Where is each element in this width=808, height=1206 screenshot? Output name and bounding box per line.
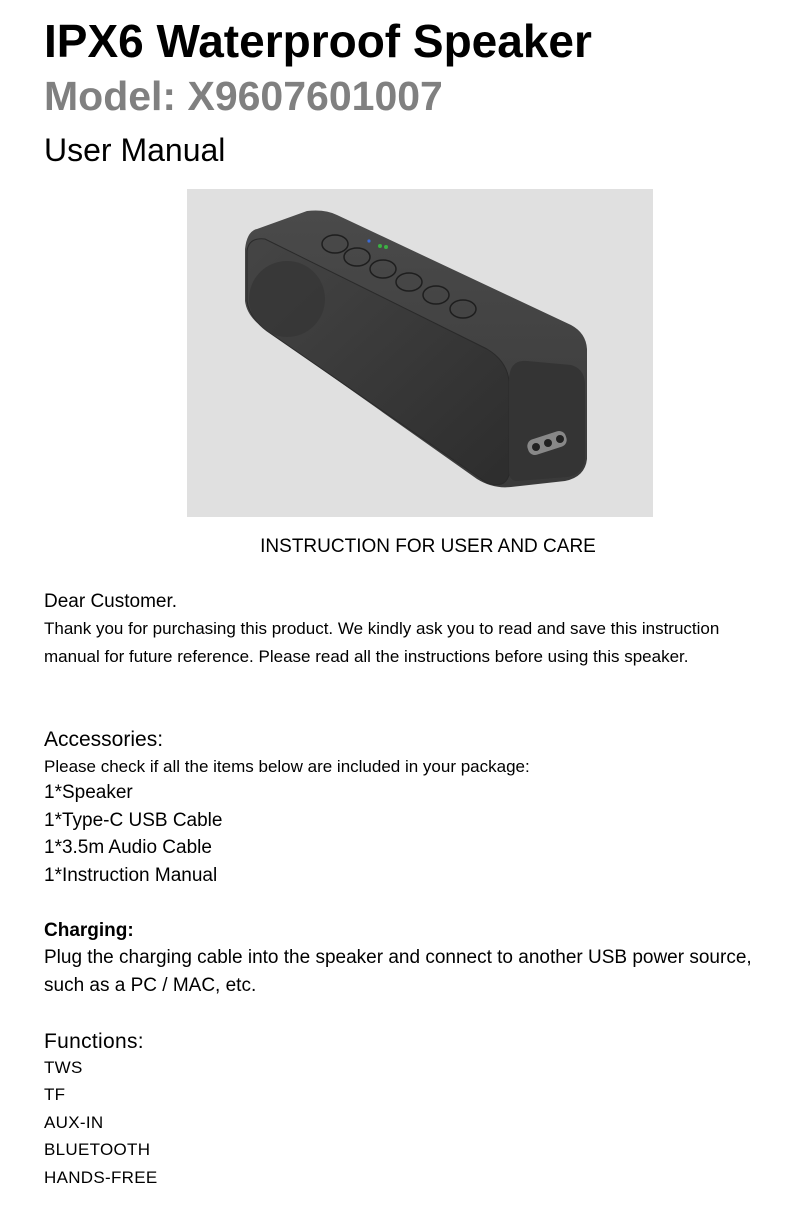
function-item: TWS — [44, 1058, 83, 1077]
accessory-item: 1*3.5m Audio Cable — [44, 837, 212, 858]
greeting: Dear Customer. — [44, 591, 178, 612]
accessories-heading: Accessories: — [44, 728, 164, 751]
accessories-instruction: Please check if all the items below are included in your package: — [44, 757, 530, 776]
accessory-item: 1*Speaker — [44, 782, 133, 803]
charging-heading: Charging: — [44, 920, 134, 941]
function-item: AUX-IN — [44, 1113, 104, 1132]
function-item: TF — [44, 1085, 66, 1104]
function-item: HANDS-FREE — [44, 1168, 158, 1187]
document-subtitle: User Manual — [44, 132, 226, 168]
functions-heading: Functions: — [44, 1030, 144, 1053]
charging-line: such as a PC / MAC, etc. — [44, 975, 257, 996]
model-number: Model: X9607601007 — [44, 73, 443, 119]
intro-line: manual for future reference. Please read all the instructions before using this speaker. — [44, 647, 689, 666]
function-item: BLUETOOTH — [44, 1140, 151, 1159]
document-title: IPX6 Waterproof Speaker — [44, 15, 592, 67]
accessory-item: 1*Type-C USB Cable — [44, 810, 223, 831]
speaker-illustration — [187, 189, 653, 517]
charging-line: Plug the charging cable into the speaker and connect to another USB power source, — [44, 947, 752, 968]
speaker-product-photo — [187, 189, 653, 517]
instruction-heading: INSTRUCTION FOR USER AND CARE — [260, 536, 596, 557]
accessory-item: 1*Instruction Manual — [44, 865, 218, 886]
intro-line: Thank you for purchasing this product. We kindly ask you to read and save this instruction — [44, 619, 720, 638]
